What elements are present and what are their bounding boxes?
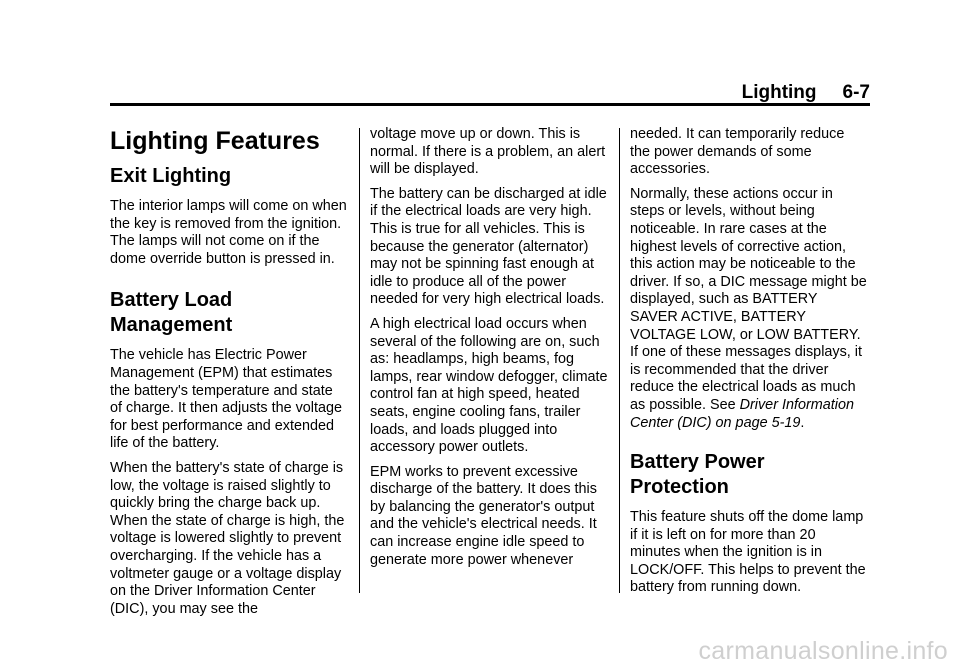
column-right (630, 126, 868, 604)
column-divider (619, 128, 620, 593)
battery-load-heading-line2: Management (110, 314, 233, 337)
page-number: 6-7 (842, 82, 870, 103)
exit-lighting-heading: Exit Lighting (110, 165, 232, 187)
battery-load-heading-line1: Battery Load (110, 289, 233, 312)
column-middle (370, 126, 608, 576)
paragraph-discharge: The battery can be discharged at idle if the electrical loads are very high. This is true for all vehicles. This is because the generator (alternator) may not be spinning fast enough at idle to produce all of the power needed for very high electrical loads. (370, 185, 607, 308)
watermark: carmanualsonline.info (698, 637, 948, 665)
paragraph-dic-message (630, 186, 868, 432)
exit-lighting-text: The interior lamps will come on when the key is removed from the ignition. The lamps will not come on if the dome override button is pressed in. (110, 198, 347, 267)
dic-message-text: Normally, these actions occur in steps or levels, without being noticeable. In rare cases at the highest levels of corrective action, this action may be noticeable to the driver. If so, a DIC message might be displayed, such as BATTERY SAVER ACTIVE, BATTERY VOLTAGE LOW, or LOW BATTERY. If one of these messages displays, it is recommended that the driver reduce the electrical loads as much as possible. See (630, 185, 867, 413)
battery-load-heading (110, 288, 348, 338)
page-title: Lighting Features (110, 127, 320, 155)
header-rule (110, 103, 870, 106)
section-title: Lighting (741, 82, 817, 103)
column-left (110, 126, 348, 625)
battery-power-protection-text: This feature shuts off the dome lamp if it is left on for more than 20 minutes when the ignition is in LOCK/OFF. This helps to prevent the battery from running down. (630, 509, 866, 596)
dic-cross-reference-link[interactable]: Driver Information Center (DIC) on page 5-19 (630, 396, 854, 431)
paragraph-epm: EPM works to prevent excessive discharge of the battery. It does this by balancing the generator's output and the vehicle's electrical needs. It can increase engine idle speed to generate more power whenever (370, 463, 597, 568)
paragraph-power-demands: needed. It can temporarily reduce the power demands of some accessories. (630, 126, 845, 178)
page-header (742, 82, 870, 104)
battery-load-paragraph-2: When the battery's state of charge is low, the voltage is raised slightly to quickly bring the charge back up. When the state of charge is high, the voltage is lowered slightly to prevent overcharging. If the vehicle has a voltmeter gauge or a voltage display on the Driver Information Center (DIC), you may see the (110, 459, 345, 617)
battery-power-protection-heading: Battery Power Protection (630, 451, 765, 499)
paragraph-voltage: voltage move up or down. This is normal. If there is a problem, an alert will be displayed. (370, 126, 606, 178)
dic-message-end: . (800, 414, 805, 431)
column-divider (359, 128, 360, 593)
battery-load-paragraph-1: The vehicle has Electric Power Management (EPM) that estimates the battery's temperature and state of charge. It then adjusts the voltage for best performance and extended life of the battery. (110, 347, 342, 452)
paragraph-high-load: A high electrical load occurs when several of the following are on, such as: headlamps, high beams, fog lamps, rear window defogger, climate control fan at high speed, heated seats, engine cooling fans, trailer loads, and loads plugged into accessory power outlets. (370, 315, 608, 456)
